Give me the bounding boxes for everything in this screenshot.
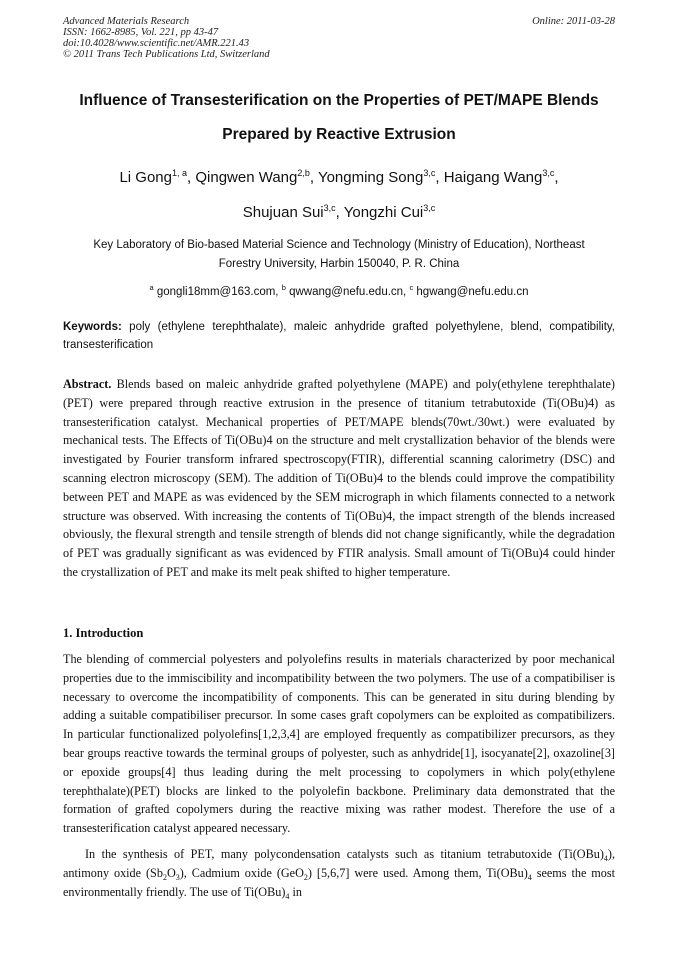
author-name: Shujuan Sui [242, 204, 324, 221]
abstract-label: Abstract. [63, 377, 112, 391]
journal-name: Advanced Materials Research [63, 16, 190, 27]
paper-title-line-1: Influence of Transesterification on the Properties of PET/MAPE Blends [79, 92, 599, 109]
subscript: 2 [303, 872, 308, 882]
author-affil-mark: 2,b [297, 168, 310, 178]
doi-link[interactable]: doi:10.4028/www.scientific.net/AMR.221.43 [63, 38, 250, 49]
online-date: Online: 2011-03-28 [532, 16, 615, 27]
author-name: Haigang Wang [443, 169, 543, 186]
intro-paragraph-2 [63, 845, 615, 901]
issn: ISSN: 1662-8985, Vol. 221, pp 43-47 [63, 27, 219, 38]
author-name: Yongzhi Cui [343, 204, 424, 221]
section-heading-introduction: 1. Introduction [63, 626, 144, 640]
email-mark: a [149, 283, 154, 292]
email-line [40, 278, 638, 302]
author-affil-mark: 3,c [423, 168, 436, 178]
subscript: 4 [285, 891, 290, 901]
email-mark: c [409, 283, 414, 292]
text-run: ), antimony oxide (Sb [63, 847, 615, 880]
email-mark: b [281, 283, 286, 292]
subscript: 2 [162, 872, 167, 882]
author-affil-mark: 3,c [423, 203, 436, 213]
subscript: 4 [603, 854, 608, 863]
author-list-line-2: Shujuan Sui$^{3,c}$, Yongzhi Cui$^{3,c}$ [242, 203, 436, 221]
affiliation-line-2: Forestry University, Harbin 150040, P. R. China [218, 258, 460, 270]
journal-header [63, 16, 270, 60]
text-run: O [166, 865, 176, 880]
email-link-b[interactable]: qwwang@nefu.edu.cn, [289, 286, 407, 298]
intro-paragraph-1: The blending of commercial polyesters and polyolefins results in materials characterized by poor mechanical properties due to the immiscibility and incompatibility between the two polymers. The use of a compatibiliser is necessary to overcome the incompatibility of components. This can be generated in situ during blending by adding a suitable compatibiliser precursor. In some cases graft copolymers can be exploited as compatibilizers. In particular functionalized polyolefins[1,2,3,4] are employed frequently as compatibilizer precursors, as they bear groups reactive towards the terminal groups of polyester, such as anhydride[1], isocyanate[2], oxazoline[3] or epoxide groups[4] thus leading during the melt processing to copolymers in which poly(ethylene terephthalate)(PET) blocks are linked to the polyolefin backbone. Preliminary data demonstrated that the formation of grafted copolymers during the reactive mixing was rather modest. Therefore the use of a transesterification catalyst appeared necessary. [63, 652, 615, 836]
author-affil-mark: 3,c [323, 203, 336, 213]
author-name: Li Gong [119, 169, 172, 186]
text-run: in [289, 884, 302, 899]
author-affil-mark: 3,c [542, 168, 555, 178]
email-link-c[interactable]: hgwang@nefu.edu.cn [416, 286, 529, 298]
keywords-text: poly (ethylene terephthalate), maleic anhydride grafted polyethylene, blend, compatibility, transesterification [63, 321, 615, 351]
keywords-label: Keywords: [63, 321, 122, 333]
subscript: 3 [175, 872, 180, 882]
author-name: Qingwen Wang [195, 169, 298, 186]
keywords-block [63, 318, 615, 354]
text-run: seems the most environmentally friendly. The use of Ti(OBu) [63, 865, 615, 899]
author-affil-mark: 1, a [172, 168, 188, 178]
abstract-paragraph [63, 375, 615, 582]
affiliation-line-1: Key Laboratory of Bio-based Material Science and Technology (Ministry of Education), Northeast [93, 239, 585, 251]
abstract-text: Blends based on maleic anhydride grafted polyethylene (MAPE) and poly(ethylene terephthalate)(PET) were prepared through reactive extrusion in the presence of titanium tetrabutoxide (Ti(OBu)4) as transesterification catalyst. Mechanical properties of PET/MAPE blends(70wt./30wt.) were evaluated by mechanical tests. The Effects of Ti(OBu)4 on the structure and melt crystallization behavior of the blends were investigated by Fourier transform infrared spectroscopy(FTIR), differential scanning calorimetry (DSC) and scanning electron microscopy (SEM). The addition of Ti(OBu)4 to the blends could improve the compatibility between PET and MAPE as was evidenced by the SEM micrograph in which filaments connected to a network structure was observed. With increasing the contents of Ti(OBu)4, the impact strength of the blends increased obviously, the flexural strength and tensile strength of blends did not change significantly, while the degradation of PET was gradually significant as was evidenced by FTIR analysis. Small amount of Ti(OBu)4 could hinder the crystallization of PET and make its melt peak shifted to higher temperature. [63, 377, 615, 579]
copyright: © 2011 Trans Tech Publications Ltd, Switzerland [63, 49, 270, 60]
affiliation [40, 236, 638, 274]
email-link-a[interactable]: gongli18mm@163.com, [156, 286, 279, 298]
author-name: Yongming Song [317, 169, 424, 186]
paper-title-line-2: Prepared by Reactive Extrusion [222, 126, 456, 143]
author-list-line-1: Li Gong$^{1, a}$, Qingwen Wang$^{2,b}$, Yongming Song$^{3,c}$, Haigang Wang$^{3,c}$, [119, 168, 559, 186]
subscript: 4 [527, 872, 532, 882]
text-run: ) [5,6,7] were used. Among them, Ti(OBu) [307, 865, 528, 880]
text-run: In the synthesis of PET, many polycondensation catalysts such as titanium tetrabutoxide (Ti(OBu) [85, 847, 604, 861]
text-run: ), Cadmium oxide (GeO [179, 865, 304, 880]
